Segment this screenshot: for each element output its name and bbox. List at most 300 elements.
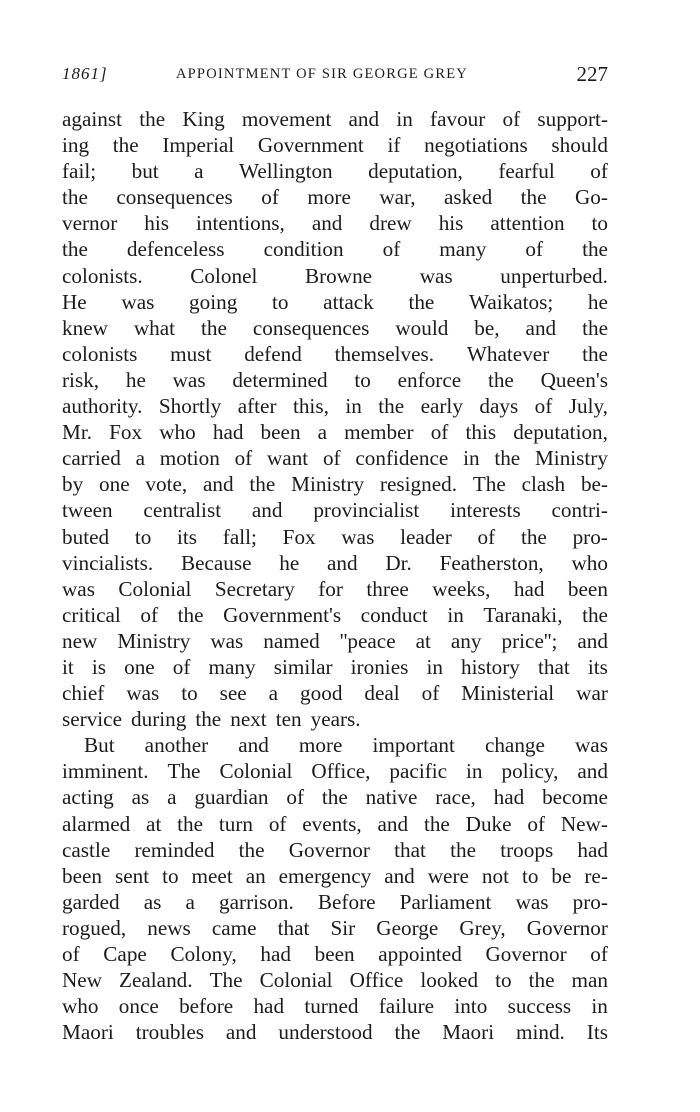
word: turn: [218, 811, 253, 836]
word: tween: [62, 498, 113, 523]
word: intentions,: [195, 211, 285, 236]
word: to: [354, 367, 371, 392]
word: war,: [379, 185, 416, 210]
word: that: [394, 837, 426, 862]
word: of: [261, 185, 279, 210]
word: was: [62, 576, 95, 601]
word: in: [591, 994, 608, 1019]
word: the: [450, 837, 477, 862]
word: the: [177, 811, 204, 836]
word: be-: [580, 472, 608, 497]
word: the: [423, 811, 450, 836]
word: a: [185, 889, 195, 914]
word: Governor: [485, 942, 567, 966]
word: and: [577, 628, 608, 653]
text-line: [62, 602, 608, 628]
word: The: [472, 472, 506, 497]
word: had: [513, 576, 545, 601]
word: Colonial: [259, 968, 333, 993]
word: but: [131, 159, 159, 184]
text-line: [62, 419, 608, 445]
word: weeks,: [432, 576, 491, 601]
word: The: [167, 759, 201, 784]
word: he: [125, 367, 146, 392]
word: guardian: [194, 785, 269, 810]
word: the: [112, 133, 139, 158]
word: Whatever: [466, 341, 550, 366]
word: Dr.: [385, 550, 412, 575]
word: in: [345, 394, 362, 419]
word: mind.: [516, 1020, 565, 1045]
word: Ministry: [117, 628, 191, 653]
word: at: [415, 628, 431, 653]
text-line: [62, 471, 608, 497]
word: the: [321, 785, 348, 810]
word: a: [167, 785, 177, 810]
word: should: [551, 133, 608, 158]
text-line: [62, 811, 608, 837]
word: themselves.: [334, 341, 435, 366]
word: Zealand.: [119, 968, 193, 993]
text-line: [62, 732, 608, 758]
word: to: [162, 863, 179, 888]
word: his: [144, 211, 169, 236]
text-line: [62, 837, 608, 863]
word: fearful: [498, 159, 555, 184]
word: more: [307, 185, 351, 210]
word: confidence: [355, 446, 449, 471]
text-line: [62, 367, 608, 393]
word: appointed: [378, 942, 462, 966]
word: conduct: [360, 602, 428, 627]
word: meet: [191, 863, 233, 888]
word: asked: [443, 185, 493, 210]
text-line: [62, 393, 608, 419]
text-line: [62, 680, 608, 706]
text-line: [62, 315, 608, 341]
text-line: [62, 1019, 608, 1045]
word: was: [172, 367, 206, 392]
word: carried: [62, 446, 121, 471]
word: emergency: [278, 863, 372, 888]
text-line: [62, 758, 608, 784]
text-line: [62, 993, 608, 1019]
word: Secretary: [214, 576, 295, 601]
word: once: [118, 994, 159, 1019]
word: the: [408, 289, 435, 314]
word: He: [62, 289, 87, 314]
word: and: [327, 550, 358, 575]
word: policy,: [501, 759, 559, 784]
word: reminded: [134, 837, 215, 862]
word: of: [527, 811, 546, 836]
word: Taranaki,: [483, 602, 563, 627]
word: Browne: [304, 263, 373, 288]
word: would: [395, 315, 449, 340]
word: and: [377, 811, 409, 836]
word: understood: [278, 1020, 373, 1045]
word: had: [212, 420, 244, 445]
word: a: [194, 159, 204, 184]
word: troubles: [135, 1020, 204, 1045]
word: deal: [364, 681, 400, 706]
word: in: [447, 602, 464, 627]
word: was: [121, 289, 155, 314]
word: ing: [62, 133, 90, 158]
word: years.: [310, 707, 361, 732]
word: if: [387, 133, 401, 158]
word: Shortly: [158, 394, 222, 419]
word: Ministry: [291, 472, 365, 497]
word: consequences: [116, 185, 233, 210]
word: as: [143, 889, 162, 914]
word: turned: [304, 994, 359, 1019]
word: what: [133, 315, 176, 340]
text-line: [62, 524, 608, 550]
word: to: [134, 524, 152, 549]
word: was: [126, 681, 160, 706]
word: New: [62, 968, 103, 993]
text-line: [62, 706, 608, 732]
word: and: [251, 498, 283, 523]
word: Ministry: [534, 446, 608, 471]
word: and: [203, 472, 234, 497]
word: attention: [490, 211, 565, 236]
word: war: [576, 681, 608, 706]
word: of: [140, 602, 159, 627]
word: the: [139, 107, 166, 131]
word: defenceless: [126, 237, 225, 262]
text-line: [62, 106, 608, 132]
word: this,: [292, 394, 329, 419]
word: had: [260, 942, 291, 966]
word: the: [582, 237, 608, 262]
word: one: [124, 654, 155, 679]
word: critical: [62, 602, 121, 627]
word: race,: [435, 785, 476, 810]
word: history: [461, 654, 520, 679]
word: his: [438, 211, 464, 236]
word: favour: [430, 107, 486, 131]
word: and: [311, 211, 343, 236]
word: the: [520, 524, 547, 549]
word: of: [430, 420, 449, 445]
word: been: [260, 420, 301, 445]
word: George: [376, 915, 439, 940]
word: after: [237, 394, 277, 419]
word: July,: [568, 394, 608, 419]
word: fall;: [222, 524, 257, 549]
word: become: [542, 785, 608, 810]
word: Its: [586, 1020, 608, 1045]
word: came: [211, 915, 257, 940]
word: colonists: [62, 341, 138, 366]
word: risk,: [62, 367, 100, 392]
word: Before: [317, 889, 376, 914]
word: vernor: [62, 211, 118, 236]
text-line: [62, 289, 608, 315]
word: was: [210, 628, 244, 653]
word: three: [366, 576, 409, 601]
word: and: [238, 733, 269, 758]
word: an: [245, 863, 266, 888]
word: the: [582, 602, 608, 627]
text-line: [62, 236, 608, 262]
word: be: [551, 863, 572, 888]
word: to: [181, 681, 198, 706]
word: many: [439, 237, 487, 262]
word: condition: [263, 237, 344, 262]
word: was: [341, 524, 375, 549]
body-text: [62, 106, 608, 1045]
word: Because: [180, 550, 252, 575]
text-line: [62, 132, 608, 158]
word: who: [159, 420, 196, 445]
word: before: [179, 994, 234, 1019]
word: Maori: [62, 1020, 114, 1045]
running-head: [62, 62, 608, 92]
word: clash: [521, 472, 566, 497]
word: authority.: [62, 394, 143, 419]
word: sent: [114, 863, 150, 888]
word: the: [582, 341, 608, 366]
word: deputation,: [368, 159, 463, 184]
word: at: [146, 811, 162, 836]
word: centralist: [143, 498, 222, 523]
word: chief: [62, 681, 105, 706]
word: Office,: [311, 759, 371, 784]
text-line: [62, 210, 608, 236]
word: of: [477, 524, 496, 549]
word: New-: [560, 811, 608, 836]
word: negotiations: [424, 133, 528, 158]
word: the: [62, 237, 88, 262]
word: and: [348, 107, 380, 131]
word: of: [421, 681, 440, 706]
text-line: [62, 158, 608, 184]
word: of: [234, 446, 253, 471]
word: had: [253, 994, 285, 1019]
word: Colonial: [118, 576, 192, 601]
word: into: [454, 994, 488, 1019]
word: Waikatos;: [469, 289, 554, 314]
word: the: [394, 1020, 421, 1045]
text-line: [62, 628, 608, 654]
word: and: [577, 759, 608, 784]
word: a: [135, 446, 145, 471]
word: to: [521, 863, 539, 888]
word: But: [84, 733, 115, 758]
word: next: [230, 707, 267, 732]
word: and: [525, 315, 557, 340]
word: garded: [62, 889, 120, 914]
word: in: [463, 446, 480, 471]
word: of: [590, 942, 608, 966]
text-line: [62, 550, 608, 576]
word: Government: [257, 133, 364, 158]
text-line: [62, 445, 608, 471]
word: motion: [159, 446, 220, 471]
word: enforce: [397, 367, 462, 392]
word: many: [208, 654, 256, 679]
word: of: [590, 159, 608, 184]
word: Mr.: [62, 420, 93, 445]
word: contri-: [551, 498, 608, 523]
word: of: [502, 107, 521, 131]
word: provincialist: [313, 498, 420, 523]
text-line: [62, 889, 608, 915]
word: garrison.: [219, 889, 294, 914]
word: for: [318, 576, 343, 601]
word: Colonel: [190, 263, 258, 288]
text-line: [62, 784, 608, 810]
word: consequences: [252, 315, 370, 340]
word: good: [300, 681, 343, 706]
word: castle: [62, 837, 111, 862]
word: pro-: [572, 889, 608, 914]
word: the: [378, 394, 405, 419]
word: the: [249, 472, 276, 497]
word: that: [277, 915, 310, 940]
word: be,: [474, 315, 500, 340]
word: change: [484, 733, 545, 758]
word: want: [266, 446, 309, 471]
word: the: [528, 968, 555, 993]
word: this: [465, 420, 497, 445]
word: see: [219, 681, 247, 706]
text-line: [62, 576, 608, 602]
word: going: [189, 289, 238, 314]
word: the: [494, 446, 521, 471]
word: the: [238, 837, 265, 862]
word: of: [382, 237, 401, 262]
word: ten: [275, 707, 302, 732]
word: a: [317, 420, 328, 445]
word: in: [426, 654, 443, 679]
word: he: [587, 289, 608, 314]
text-line: [62, 341, 608, 367]
word: resigned.: [379, 472, 457, 497]
word: to: [591, 211, 608, 236]
word: who: [62, 994, 99, 1019]
word: service: [62, 707, 122, 732]
word: must: [170, 341, 212, 366]
word: the: [177, 602, 204, 627]
word: ''peace: [339, 628, 396, 653]
word: of: [62, 942, 80, 966]
word: ironies: [350, 654, 409, 679]
word: Governor: [288, 837, 370, 862]
word: by: [62, 472, 84, 497]
word: troops: [500, 837, 554, 862]
page-number: 227: [576, 62, 608, 86]
word: unperturbed.: [500, 263, 608, 288]
word: that: [537, 654, 570, 679]
word: Grey,: [459, 915, 506, 940]
word: the: [487, 367, 514, 392]
word: was: [574, 733, 608, 758]
word: price'';: [501, 628, 558, 653]
text-line: [62, 263, 608, 289]
word: important: [372, 733, 455, 758]
word: attack: [323, 289, 374, 314]
text-line: [62, 654, 608, 680]
word: Cape: [103, 942, 147, 966]
word: knew: [62, 315, 108, 340]
word: its: [587, 654, 608, 679]
word: Wellington: [239, 159, 333, 184]
word: against: [62, 107, 123, 131]
word: Office: [349, 968, 404, 993]
word: vincialists.: [62, 550, 154, 575]
word: pacific: [389, 759, 448, 784]
word: colonists.: [62, 263, 143, 288]
word: more: [298, 733, 343, 758]
word: early: [420, 394, 463, 419]
word: been: [62, 863, 102, 888]
word: Queen's: [540, 367, 608, 392]
word: movement: [241, 107, 332, 131]
word: were: [427, 863, 469, 888]
word: determined: [232, 367, 328, 392]
word: Governor: [526, 915, 608, 940]
word: a: [268, 681, 279, 706]
word: Ministerial: [461, 681, 555, 706]
text-line: [62, 497, 608, 523]
word: who: [571, 550, 608, 575]
word: as: [131, 785, 150, 810]
word: not: [481, 863, 509, 888]
word: it: [62, 654, 74, 679]
word: rogued,: [62, 915, 127, 940]
word: Maori: [442, 1020, 495, 1045]
word: re-: [584, 863, 608, 888]
word: of: [322, 446, 341, 471]
word: Colony,: [170, 942, 237, 966]
word: days: [479, 394, 519, 419]
text-line: [62, 967, 608, 993]
running-head-year: 1861]: [62, 64, 108, 83]
text-line: [62, 941, 608, 967]
text-line: [62, 915, 608, 941]
word: he: [279, 550, 300, 575]
text-line: [62, 863, 608, 889]
word: in: [396, 107, 413, 131]
word: to: [272, 289, 289, 314]
word: Imperial: [162, 133, 235, 158]
word: of: [534, 394, 553, 419]
word: the: [582, 315, 608, 340]
word: been: [567, 576, 608, 601]
word: success: [507, 994, 572, 1019]
word: Fox: [282, 524, 316, 549]
word: named: [263, 628, 320, 653]
word: imminent.: [62, 759, 149, 784]
word: to: [495, 968, 512, 993]
word: and: [384, 863, 415, 888]
word: native: [365, 785, 418, 810]
word: failure: [378, 994, 435, 1019]
word: leader: [400, 524, 452, 549]
word: and: [225, 1020, 257, 1045]
text-line: [62, 184, 608, 210]
running-head-title: APPOINTMENT OF SIR GEORGE GREY: [176, 66, 468, 82]
word: looked: [420, 968, 479, 993]
word: is: [91, 654, 107, 679]
word: similar: [273, 654, 333, 679]
word: King: [182, 107, 225, 131]
word: vote,: [145, 472, 188, 497]
